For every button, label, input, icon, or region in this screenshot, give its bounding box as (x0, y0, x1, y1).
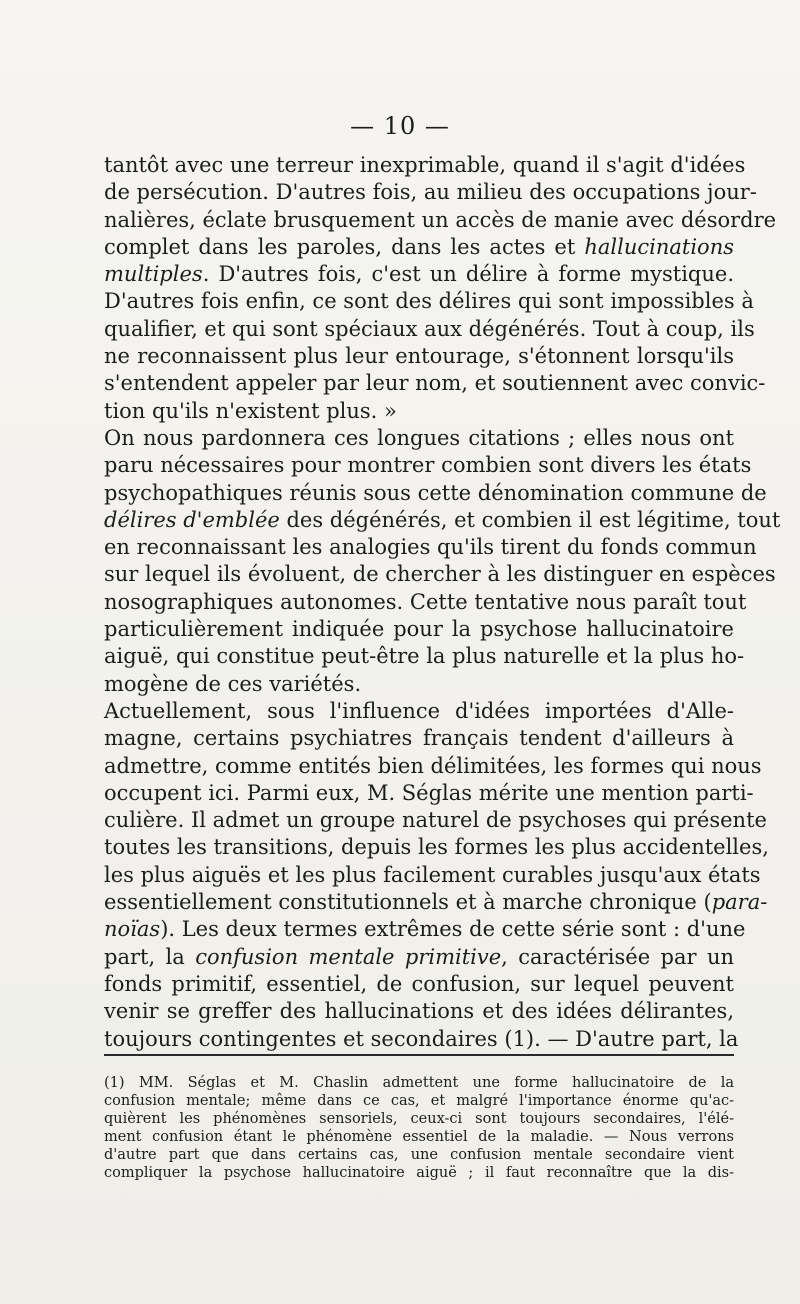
text-line: part, la confusion mentale primitive, caractérisée par un (104, 944, 735, 969)
text-line: admettre, comme entités bien délimitées, les formes qui nous (104, 753, 762, 778)
text-line: en reconnaissant les analogies qu'ils tirent du fonds commun (104, 535, 757, 560)
text-line: venir se greffer des hallucinations et des idées délirantes, (104, 999, 734, 1024)
text-line: fonds primitif, essentiel, de confusion, sur lequel peuvent (104, 971, 734, 996)
text-line: qualifier, et qui sont spéciaux aux dégénérés. Tout à coup, ils (104, 316, 755, 341)
text-line: aiguë, qui constitue peut-être la plus naturelle et la plus ho- (104, 644, 745, 669)
page-number: — 10 — (350, 112, 450, 140)
footnote-line: (1) MM. Séglas et M. Chaslin admettent une forme hallucinatoire de la (104, 1075, 734, 1091)
text-line: culière. Il admet un groupe naturel de psychoses qui présente (104, 808, 767, 833)
text-line: toujours contingentes et secondaires (1). — D'autre part, la (104, 1026, 739, 1051)
text-line: nosographiques autonomes. Cette tentative nous paraît tout (104, 589, 747, 614)
text-line: psychopathiques réunis sous cette dénomination commune de (104, 480, 767, 505)
footnote-line: quièrent les phénomènes sensoriels, ceux-ci sont toujours secondaires, l'élé- (104, 1111, 734, 1127)
text-line: ne reconnaissent plus leur entourage, s'étonnent lorsqu'ils (104, 344, 734, 369)
footnote (104, 1074, 734, 1182)
footnote-line: confusion mentale; même dans ce cas, et malgré l'importance énorme qu'ac- (104, 1093, 734, 1109)
text-line: multiples. D'autres fois, c'est un délire à forme mystique. (104, 262, 734, 287)
text-line: sur lequel ils évoluent, de chercher à les distinguer en espèces (104, 562, 776, 587)
text-line: mogène de ces variétés. (104, 671, 362, 696)
text-line: tion qu'ils n'existent plus. » (104, 398, 397, 423)
text-line: Actuellement, sous l'influence d'idées importées d'Alle- (104, 698, 734, 723)
text-line: toutes les transitions, depuis les formes les plus accidentelles, (104, 835, 769, 860)
text-line: délires d'emblée des dégénérés, et combien il est légitime, tout (104, 507, 781, 532)
text-line: paru nécessaires pour montrer combien sont divers les états (104, 453, 752, 478)
text-line: D'autres fois enfin, ce sont des délires qui sont impossibles à (104, 289, 754, 314)
footnote-divider (104, 1054, 734, 1056)
text-line: On nous pardonnera ces longues citations ; elles nous ont (104, 425, 734, 450)
footnote-line: d'autre part que dans certains cas, une confusion mentale secondaire vient (104, 1147, 734, 1163)
text-line: occupent ici. Parmi eux, M. Séglas mérite une mention parti- (104, 780, 754, 805)
footnote-line: ment confusion étant le phénomène essentiel de la maladie. — Nous verrons (104, 1129, 734, 1145)
footnote-line: compliquer la psychose hallucinatoire aiguë ; il faut reconnaître que la dis- (104, 1165, 734, 1181)
text-line: les plus aiguës et les plus facilement curables jusqu'aux états (104, 862, 761, 887)
text-line: particulièrement indiquée pour la psychose hallucinatoire (104, 617, 734, 642)
text-line: de persécution. D'autres fois, au milieu des occupations jour- (104, 180, 757, 205)
text-line: tantôt avec une terreur inexprimable, quand il s'agit d'idées (104, 153, 746, 177)
text-line: s'entendent appeler par leur nom, et soutiennent avec convic- (104, 371, 766, 396)
body-text (104, 152, 781, 1053)
text-line: noïas). Les deux termes extrêmes de cette série sont : d'une (104, 917, 746, 942)
text-line: complet dans les paroles, dans les actes et hallucinations (104, 234, 734, 259)
text-line: magne, certains psychiatres français tendent d'ailleurs à (104, 726, 734, 751)
text-line: nalières, éclate brusquement un accès de manie avec désordre (104, 207, 777, 232)
text-line: essentiellement constitutionnels et à marche chronique (para- (104, 890, 768, 915)
